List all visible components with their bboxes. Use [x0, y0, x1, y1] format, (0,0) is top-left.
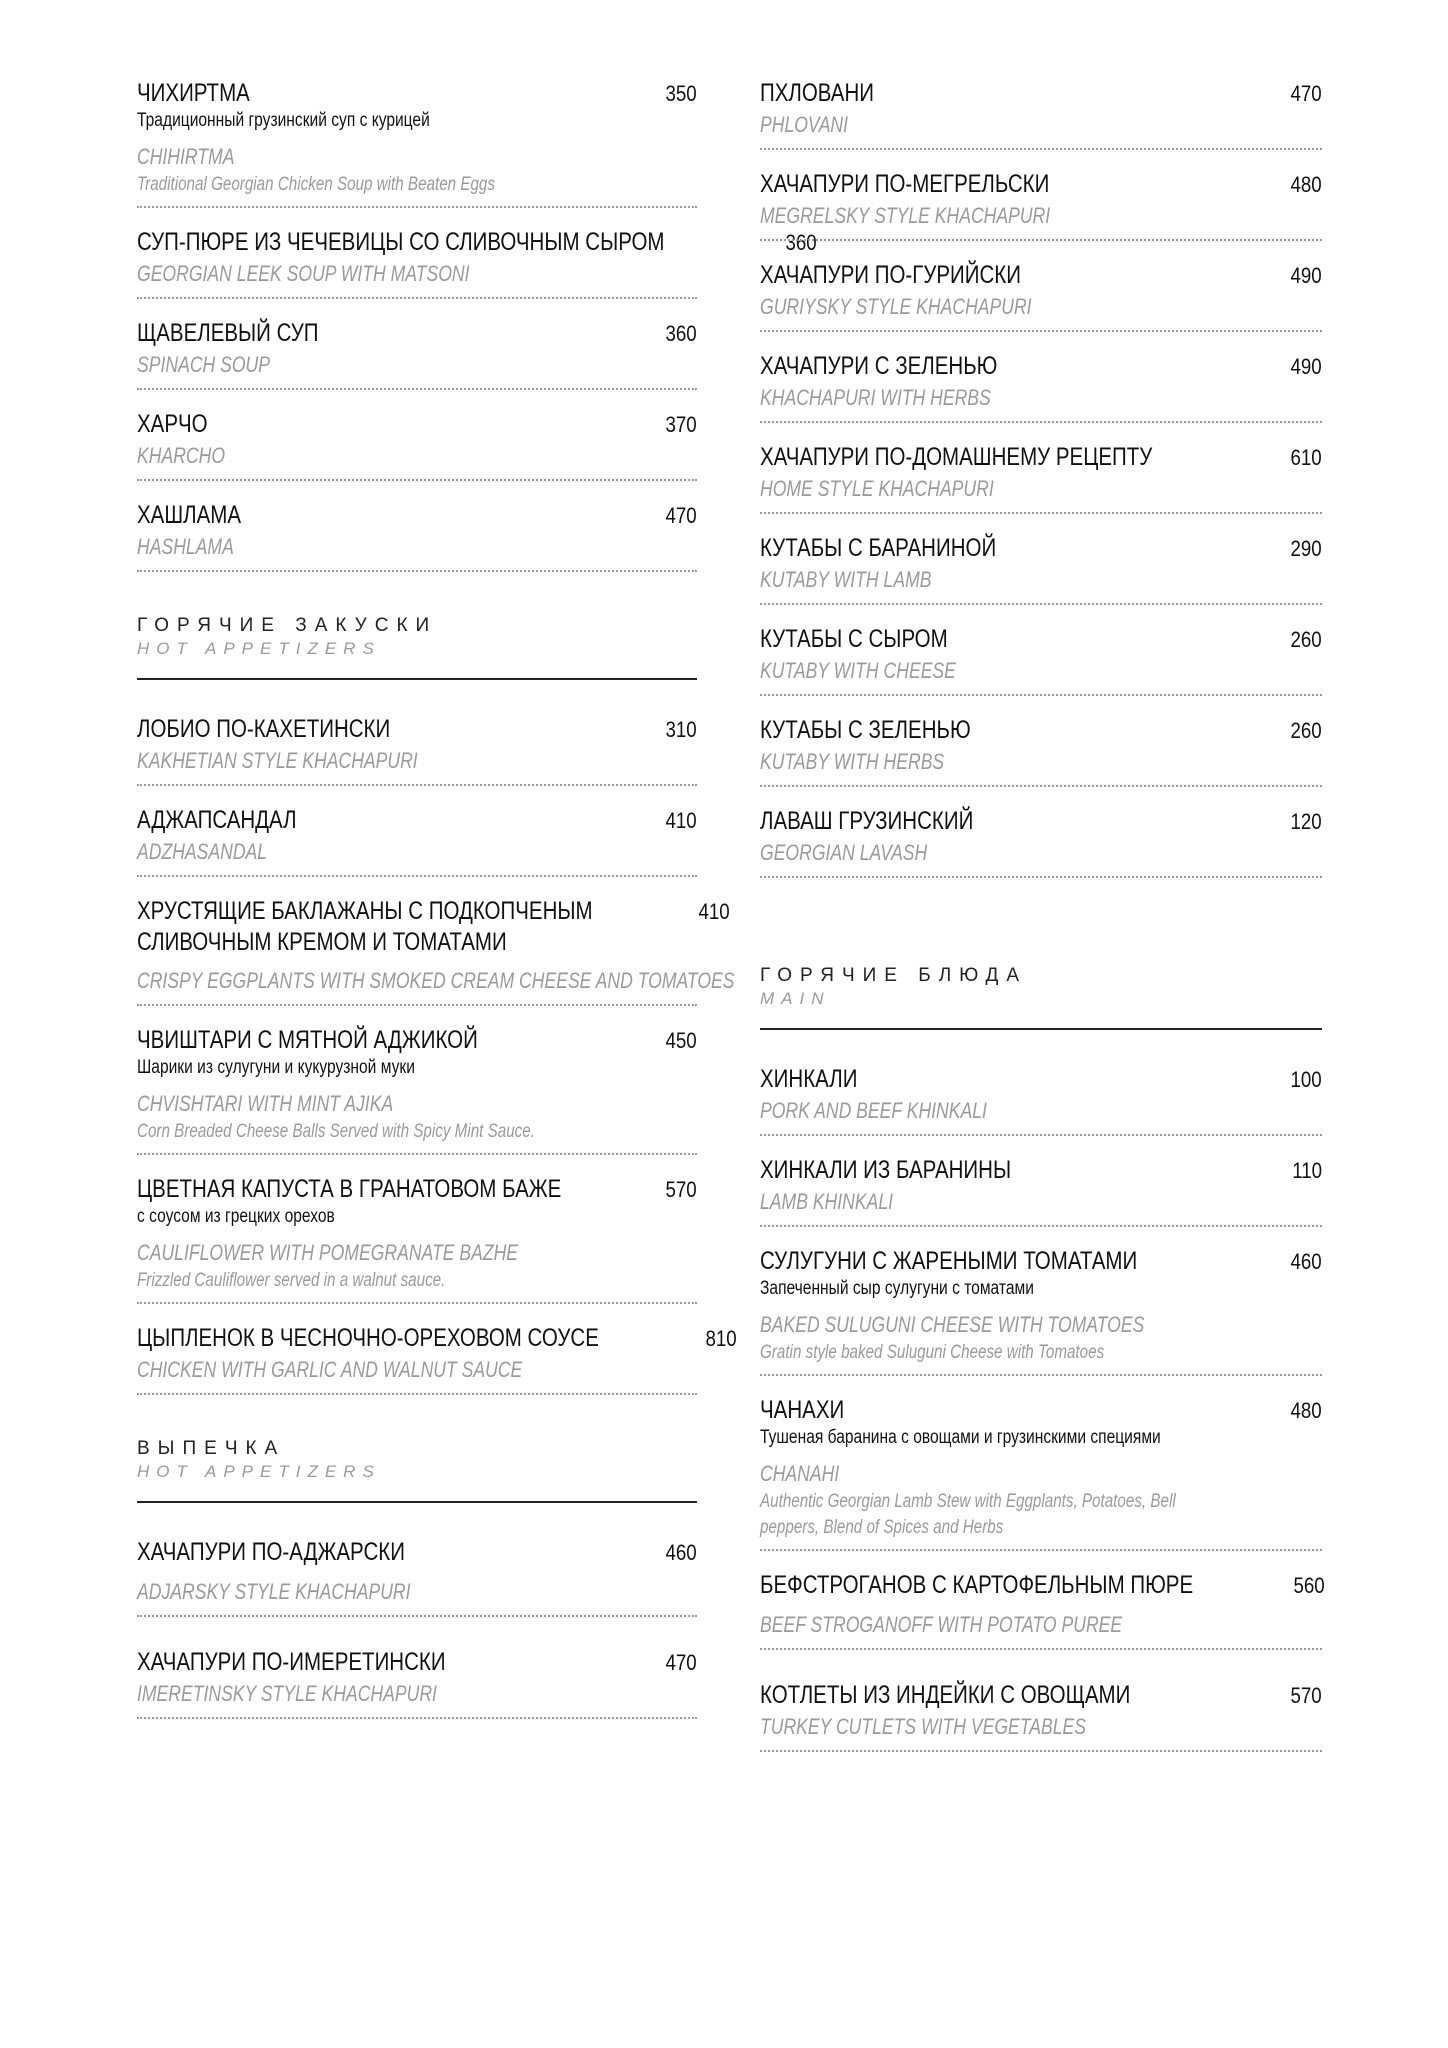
item-description: Шарики из сулугуни и кукурузной муки: [137, 1057, 415, 1078]
menu-item: [760, 1570, 1325, 1650]
item-price: 260: [1290, 627, 1322, 652]
menu-item: [137, 1323, 738, 1395]
menu-item: [760, 624, 1322, 696]
menu-item: [760, 351, 1322, 423]
item-name-en: KUTABY WITH LAMB: [760, 567, 932, 592]
item-price: 110: [1292, 1158, 1322, 1183]
item-price: 610: [1290, 445, 1322, 470]
item-name-en: CAULIFLOWER WITH POMEGRANATE BAZHE: [137, 1240, 519, 1265]
item-name-en: HASHLAMA: [137, 534, 234, 559]
item-name: ЛАВАШ ГРУЗИНСКИЙ: [760, 807, 974, 835]
section-title-en: HOT APPETIZERS: [137, 639, 381, 658]
item-price: 410: [698, 899, 730, 924]
item-description-en: Corn Breaded Cheese Balls Served with Spicy Mint Sauce.: [137, 1121, 535, 1142]
item-name-en: GEORGIAN LEEK SOUP WITH MATSONI: [137, 261, 470, 286]
menu-item: [137, 714, 697, 786]
item-name: ХАЧАПУРИ ПО-ГУРИЙСКИ: [760, 261, 1021, 289]
item-name-en: GURIYSKY STYLE KHACHAPURI: [760, 294, 1032, 319]
item-price: 460: [665, 1540, 697, 1565]
item-price: 360: [785, 230, 817, 255]
section-header-bakery: [137, 1437, 697, 1503]
item-name-en: ADJARSKY STYLE KHACHAPURI: [137, 1579, 411, 1604]
menu-item: [760, 1680, 1322, 1752]
menu-item: [137, 1537, 697, 1617]
item-name-en: BAKED SULUGUNI CHEESE WITH TOMATOES: [760, 1312, 1145, 1337]
item-name: КОТЛЕТЫ ИЗ ИНДЕЙКИ С ОВОЩАМИ: [760, 1681, 1131, 1709]
menu-item: [760, 260, 1322, 332]
item-description-en-line2: peppers, Blend of Spices and Herbs: [760, 1517, 1004, 1538]
item-price: 490: [1290, 354, 1322, 379]
item-name: АДЖАПСАНДАЛ: [137, 806, 297, 834]
item-price: 290: [1290, 536, 1322, 561]
item-name: ЧАНАХИ: [760, 1396, 845, 1424]
item-name: БЕФСТРОГАНОВ С КАРТОФЕЛЬНЫМ ПЮРЕ: [760, 1571, 1194, 1599]
item-name-en: ADZHASANDAL: [137, 839, 268, 864]
item-name-en: CHANAHI: [760, 1461, 840, 1486]
menu-item: [137, 896, 735, 1006]
section-title: ВЫПЕЧКА: [137, 1438, 286, 1459]
menu-item: [760, 1155, 1322, 1227]
menu-item: [760, 1064, 1322, 1136]
section-header-main: [760, 964, 1322, 1030]
item-name: ХРУСТЯЩИЕ БАКЛАЖАНЫ С ПОДКОПЧЕНЫМ: [137, 897, 593, 925]
item-name: ПХЛОВАНИ: [760, 79, 875, 107]
item-price: 410: [665, 808, 697, 833]
right-column: [760, 78, 1325, 1771]
menu-item: [760, 442, 1322, 514]
section-header-hot-appetizers: [137, 614, 697, 680]
item-name: ХАРЧО: [137, 410, 208, 438]
item-name: ЛОБИО ПО-КАХЕТИНСКИ: [137, 715, 391, 743]
menu-item: [760, 1246, 1322, 1376]
item-price: 460: [1290, 1249, 1322, 1274]
item-price: 470: [665, 1650, 697, 1675]
item-description: Тушеная баранина с овощами и грузинскими специями: [760, 1427, 1161, 1448]
item-name: ХАШЛАМА: [137, 501, 242, 529]
menu-item: [760, 78, 1322, 150]
section-title: ГОРЯЧИЕ ЗАКУСКИ: [137, 615, 438, 636]
item-name-en: KUTABY WITH HERBS: [760, 749, 945, 774]
item-name: ЩАВЕЛЕВЫЙ СУП: [137, 319, 319, 347]
menu-item: [137, 1025, 697, 1155]
item-name-en: LAMB KHINKALI: [760, 1189, 894, 1214]
item-description-en: Traditional Georgian Chicken Soup with Beaten Eggs: [137, 174, 495, 195]
item-description: с соусом из грецких орехов: [137, 1206, 335, 1227]
item-price: 470: [665, 503, 697, 528]
item-price: 100: [1290, 1067, 1322, 1092]
item-name-en: MEGRELSKY STYLE KHACHAPURI: [760, 203, 1051, 228]
item-name-en: BEEF STROGANOFF WITH POTATO PUREE: [760, 1612, 1123, 1637]
item-name: ЦВЕТНАЯ КАПУСТА В ГРАНАТОВОМ БАЖЕ: [137, 1175, 562, 1203]
menu-item: [760, 806, 1322, 878]
menu-item: [137, 78, 697, 208]
item-price: 570: [665, 1177, 697, 1202]
item-name: СУП-ПЮРЕ ИЗ ЧЕЧЕВИЦЫ СО СЛИВОЧНЫМ СЫРОМ: [137, 228, 665, 256]
section-title: ГОРЯЧИЕ БЛЮДА: [760, 965, 1028, 986]
menu-item: [137, 227, 817, 299]
item-price: 350: [665, 81, 697, 106]
item-name-en: GEORGIAN LAVASH: [760, 840, 928, 865]
menu-item: [137, 500, 697, 572]
item-price: 470: [1290, 81, 1322, 106]
item-name-en: IMERETINSKY STYLE KHACHAPURI: [137, 1681, 437, 1706]
item-name: ХАЧАПУРИ ПО-ИМЕРЕТИНСКИ: [137, 1648, 446, 1676]
item-name-en: KAKHETIAN STYLE KHACHAPURI: [137, 748, 418, 773]
item-name: КУТАБЫ С ЗЕЛЕНЬЮ: [760, 716, 971, 744]
item-name-en: CHVISHTARI WITH MINT AJIKA: [137, 1091, 394, 1116]
item-description: Запеченный сыр сулугуни с томатами: [760, 1278, 1034, 1299]
item-name-en: KUTABY WITH CHEESE: [760, 658, 956, 683]
item-price: 450: [665, 1028, 697, 1053]
item-name: ХИНКАЛИ ИЗ БАРАНИНЫ: [760, 1156, 1012, 1184]
item-price: 360: [665, 321, 697, 346]
menu-item: [137, 1174, 697, 1304]
item-name-en: CHICKEN WITH GARLIC AND WALNUT SAUCE: [137, 1357, 523, 1382]
item-name-line2: СЛИВОЧНЫМ КРЕМОМ И ТОМАТАМИ: [137, 928, 507, 956]
item-name: КУТАБЫ С СЫРОМ: [760, 625, 948, 653]
item-description-en: Gratin style baked Suluguni Cheese with Tomatoes: [760, 1342, 1105, 1363]
item-name: СУЛУГУНИ С ЖАРЕНЫМИ ТОМАТАМИ: [760, 1247, 1138, 1275]
item-name-en: SPINACH SOUP: [137, 352, 271, 377]
menu-item: [760, 1395, 1322, 1551]
item-name: ХАЧАПУРИ С ЗЕЛЕНЬЮ: [760, 352, 998, 380]
item-price: 810: [705, 1326, 738, 1351]
item-name-en: CHIHIRTMA: [137, 144, 235, 169]
item-name-en: CRISPY EGGPLANTS WITH SMOKED CREAM CHEESE AND TOMATOES: [137, 968, 735, 993]
item-name: ЦЫПЛЕНОК В ЧЕСНОЧНО-ОРЕХОВОМ СОУСЕ: [137, 1324, 599, 1352]
item-name-en: TURKEY CUTLETS WITH VEGETABLES: [760, 1714, 1086, 1739]
item-name: ЧИХИРТМА: [137, 79, 250, 107]
item-name: ЧВИШТАРИ С МЯТНОЙ АДЖИКОЙ: [137, 1026, 478, 1054]
item-name: ХАЧАПУРИ ПО-МЕГРЕЛЬСКИ: [760, 170, 1050, 198]
item-price: 260: [1290, 718, 1322, 743]
item-price: 490: [1290, 263, 1322, 288]
item-name: ХИНКАЛИ: [760, 1065, 858, 1093]
menu-item: [137, 318, 697, 390]
section-title-en: MAIN: [760, 989, 831, 1008]
item-description-en: Frizzled Cauliflower served in a walnut sauce.: [137, 1270, 446, 1291]
menu-item: [760, 533, 1322, 605]
item-name: КУТАБЫ С БАРАНИНОЙ: [760, 534, 997, 562]
item-price: 480: [1290, 1398, 1322, 1423]
item-name-en: KHARCHO: [137, 443, 226, 468]
item-price: 480: [1290, 172, 1322, 197]
item-name: ХАЧАПУРИ ПО-ДОМАШНЕМУ РЕЦЕПТУ: [760, 443, 1153, 471]
menu-item: [137, 409, 697, 481]
section-title-en: HOT APPETIZERS: [137, 1462, 381, 1481]
item-price: 570: [1290, 1683, 1322, 1708]
item-name-en: KHACHAPURI WITH HERBS: [760, 385, 991, 410]
item-name-en: PHLOVANI: [760, 112, 849, 137]
item-description: Традиционный грузинский суп с курицей: [137, 110, 430, 131]
item-description-en: Authentic Georgian Lamb Stew with Eggplants, Potatoes, Bell: [760, 1491, 1176, 1512]
menu-item: [760, 169, 1322, 241]
item-name-en: PORK AND BEEF KHINKALI: [760, 1098, 987, 1123]
menu-item: [137, 805, 697, 877]
item-name: ХАЧАПУРИ ПО-АДЖАРСКИ: [137, 1538, 405, 1566]
item-price: 120: [1290, 809, 1322, 834]
item-price: 370: [665, 412, 697, 437]
menu-item: [137, 1647, 697, 1719]
item-price: 560: [1293, 1573, 1325, 1598]
item-price: 310: [665, 717, 697, 742]
menu-item: [760, 715, 1322, 787]
item-name-en: HOME STYLE KHACHAPURI: [760, 476, 994, 501]
